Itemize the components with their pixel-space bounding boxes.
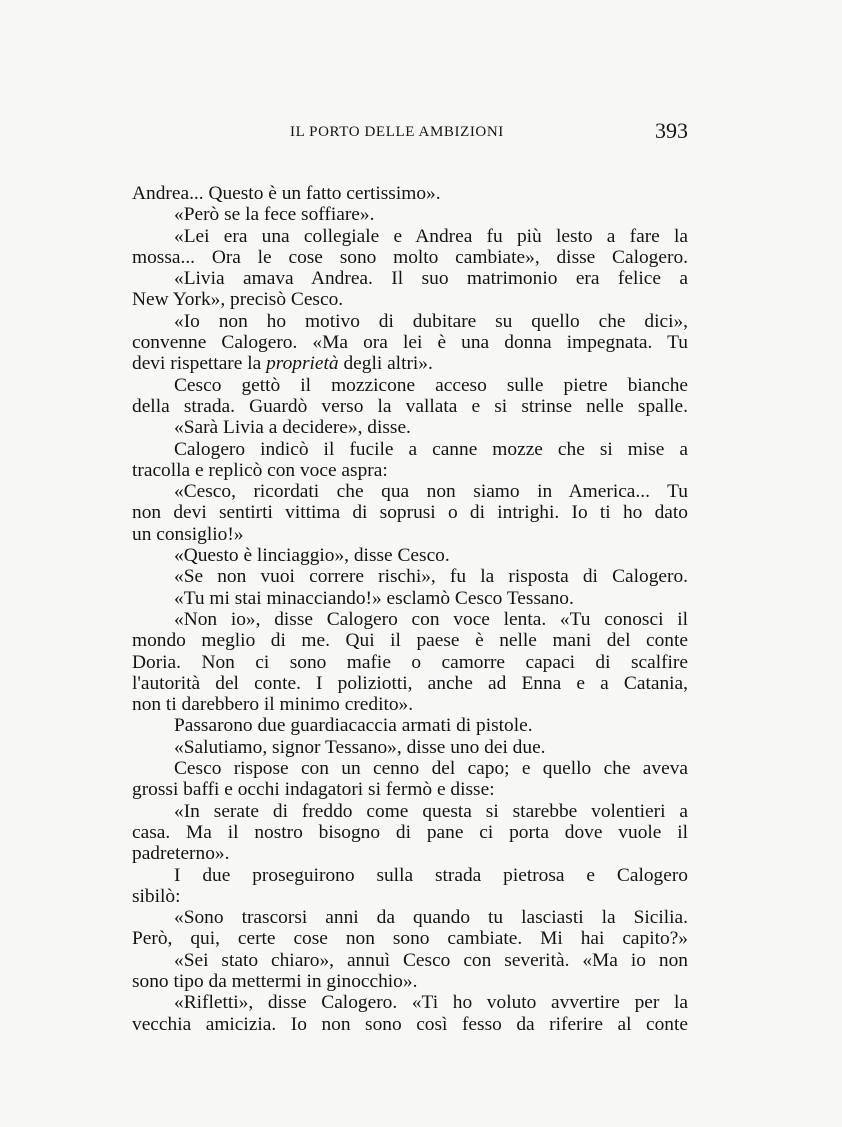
text-line: «Non io», disse Calogero con voce lenta. «Tu conosci il xyxy=(174,608,688,630)
text-line xyxy=(132,353,688,374)
text-line: l'autorità del conte. I poliziotti, anche ad Enna e a Catania, xyxy=(132,672,688,694)
text-line: Doria. Non ci sono mafie o camorre capaci di scalfire xyxy=(132,651,688,673)
text-line: grossi baffi e occhi indagatori si fermò e disse: xyxy=(132,779,495,801)
text-line: non ti darebbero il minimo credito». xyxy=(132,694,414,716)
text-line: tracolla e replicò con voce aspra: xyxy=(132,459,388,481)
text-line: «Livia amava Andrea. Il suo matrimonio era felice a xyxy=(174,268,688,290)
text-line: «Salutiamo, signor Tessano», disse uno dei due. xyxy=(174,736,546,758)
page-number: 393 xyxy=(655,118,688,143)
text-line: «Se non vuoi correre rischi», fu la risposta di Calogero. xyxy=(174,566,688,588)
text-line: I due proseguirono sulla strada pietrosa e Calogero xyxy=(174,864,688,886)
text-line: «Cesco, ricordati che qua non siamo in America... Tu xyxy=(174,481,688,503)
text-line: Però, qui, certe cose non sono cambiate. Mi hai capito?» xyxy=(132,928,688,950)
text-line: non devi sentirti vittima di soprusi o di intrighi. Io ti ho dato xyxy=(132,502,688,524)
text-line: Passarono due guardiacaccia armati di pistole. xyxy=(174,715,533,737)
text-run: devi rispettare la xyxy=(132,353,267,375)
text-line: «Lei era una collegiale e Andrea fu più lesto a fare la xyxy=(174,225,688,247)
italic-word: proprietà xyxy=(266,353,339,375)
text-run: degli altri». xyxy=(338,353,433,375)
text-line: casa. Ma il nostro bisogno di pane ci porta dove vuole il xyxy=(132,821,688,843)
text-line: «Rifletti», disse Calogero. «Ti ho voluto avvertire per la xyxy=(174,992,688,1014)
text-line: un consiglio!» xyxy=(132,523,244,545)
body-text xyxy=(132,183,688,1035)
text-line: della strada. Guardò verso la vallata e si strinse nelle spalle. xyxy=(132,395,688,417)
text-line: convenne Calogero. «Ma ora lei è una donna impegnata. Tu xyxy=(132,332,688,354)
text-line: mondo meglio di me. Qui il paese è nelle mani del conte xyxy=(132,630,688,652)
text-line: sibilò: xyxy=(132,885,181,907)
text-line: Andrea... Questo è un fatto certissimo». xyxy=(132,183,441,204)
running-header xyxy=(132,118,690,148)
text-line: «Sono trascorsi anni da quando tu lasciasti la Sicilia. xyxy=(174,907,688,929)
running-title: IL PORTO DELLE AMBIZIONI xyxy=(290,124,504,140)
text-line: padreterno». xyxy=(132,843,230,865)
text-line: Cesco gettò il mozzicone acceso sulle pietre bianche xyxy=(174,374,688,396)
text-line: mossa... Ora le cose sono molto cambiate», disse Calogero. xyxy=(132,246,688,268)
text-line: «Però se la fece soffiare». xyxy=(174,204,375,226)
text-line: Calogero indicò il fucile a canne mozze che si mise a xyxy=(174,438,688,460)
text-line: «In serate di freddo come questa si starebbe volentieri a xyxy=(174,800,688,822)
text-line: «Sei stato chiaro», annuì Cesco con severità. «Ma io non xyxy=(174,949,688,971)
text-line: Cesco rispose con un cenno del capo; e quello che aveva xyxy=(174,758,688,780)
text-line: «Questo è linciaggio», disse Cesco. xyxy=(174,545,450,567)
text-line: sono tipo da mettermi in ginocchio». xyxy=(132,970,418,992)
text-line: New York», precisò Cesco. xyxy=(132,289,344,311)
text-line: «Sarà Livia a decidere», disse. xyxy=(174,417,411,439)
text-line: vecchia amicizia. Io non sono così fesso da riferire al conte xyxy=(132,1013,688,1035)
text-line: «Tu mi stai minacciando!» esclamò Cesco Tessano. xyxy=(174,587,574,609)
text-line: «Io non ho motivo di dubitare su quello che dici», xyxy=(174,310,688,332)
